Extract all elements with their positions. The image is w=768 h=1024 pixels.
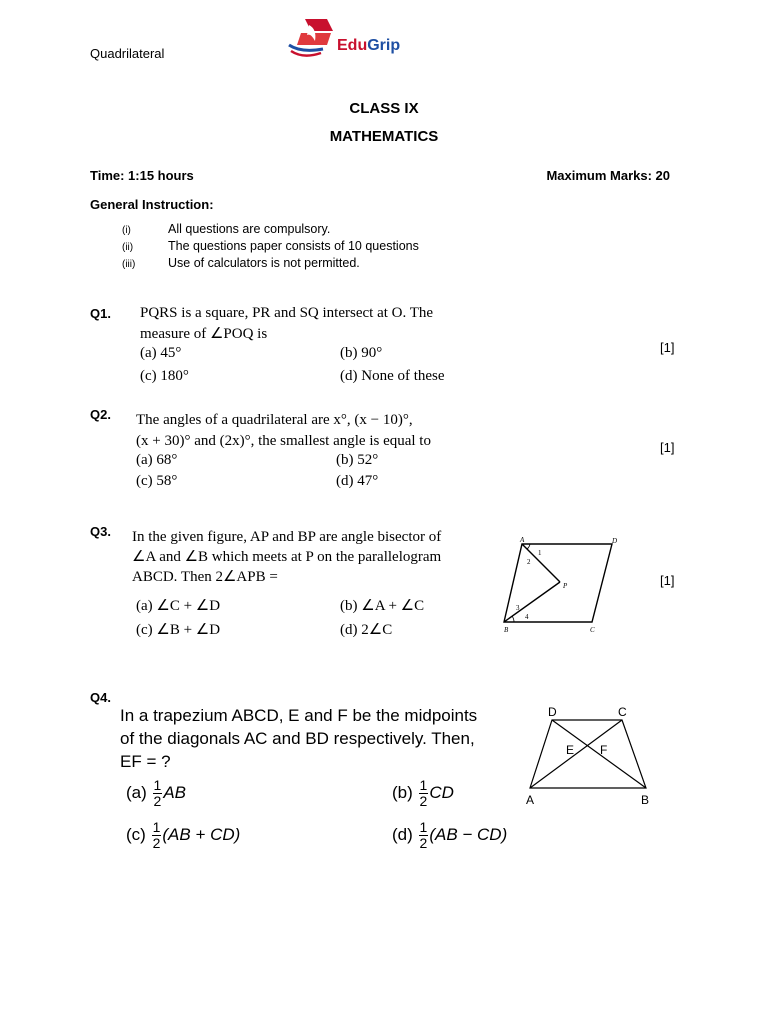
- instruction-num: (i): [122, 225, 131, 236]
- option-d: [392, 820, 507, 851]
- logo-text-grip: Grip: [367, 37, 401, 54]
- option-a: (a) 68°: [136, 452, 178, 468]
- option-expr: AB: [163, 782, 186, 802]
- question-number: Q1.: [90, 306, 111, 321]
- option-a: (a) 45°: [140, 345, 182, 361]
- vertex-label: P: [563, 582, 568, 590]
- question-marks: [1]: [660, 340, 675, 355]
- parallelogram-figure: [500, 536, 630, 636]
- fraction-denominator: 2: [419, 793, 428, 809]
- option-expr: CD: [429, 782, 454, 802]
- option-label: (c): [126, 824, 146, 844]
- option-b: (b) ∠A + ∠C: [340, 598, 425, 614]
- question-line: In the given figure, AP and BP are angle bisector of: [132, 529, 442, 545]
- question-line: of the diagonals AC and BD respectively. Then,: [120, 729, 475, 748]
- angle-label: 3: [516, 604, 520, 612]
- midpoint-label: F: [600, 743, 608, 757]
- vertex-label: A: [526, 793, 535, 807]
- vertex-label: D: [548, 705, 557, 719]
- option-b: (b) 90°: [340, 345, 383, 361]
- instruction-item: [122, 256, 360, 270]
- option-c: [126, 820, 240, 851]
- fraction-numerator: 1: [419, 777, 428, 793]
- question-line: measure of ∠POQ is: [140, 326, 268, 342]
- option-label: (d): [392, 824, 413, 844]
- option-expr: (AB + CD): [162, 824, 241, 844]
- instruction-num: (ii): [122, 242, 134, 253]
- class-title: CLASS IX: [349, 100, 419, 117]
- trapezium-figure: [520, 702, 660, 812]
- option-label: (a): [126, 782, 147, 802]
- option-d: (d) 47°: [336, 473, 379, 489]
- question-marks: [1]: [660, 573, 675, 588]
- question-number: Q4.: [90, 690, 111, 705]
- fraction-numerator: 1: [152, 819, 161, 835]
- instruction-item: [122, 222, 330, 236]
- angle-label: 1: [538, 549, 542, 557]
- option-b: (b) 52°: [336, 452, 379, 468]
- vertex-label: D: [612, 537, 618, 545]
- question-line: ∠A and ∠B which meets at P on the parallelogram: [132, 549, 442, 565]
- question-line: (x + 30)° and (2x)°, the smallest angle is equal to: [136, 433, 431, 449]
- instruction-text: All questions are compulsory.: [168, 222, 331, 236]
- instruction-item: [122, 239, 419, 253]
- question-line: PQRS is a square, PR and SQ intersect at O. The: [140, 305, 434, 321]
- question-number: Q3.: [90, 524, 111, 539]
- fraction-numerator: 1: [153, 777, 162, 793]
- vertex-label: B: [641, 793, 650, 807]
- time-allowed: Time: 1:15 hours: [90, 168, 194, 183]
- edugrip-logo: [287, 15, 437, 63]
- vertex-label: C: [618, 705, 627, 719]
- option-a: [126, 778, 186, 809]
- angle-label: 2: [527, 558, 531, 566]
- fraction-half: [419, 778, 429, 809]
- midpoint-label: E: [566, 743, 575, 757]
- topic-label: Quadrilateral: [90, 46, 165, 61]
- fraction-numerator: 1: [419, 819, 428, 835]
- fraction-half: [152, 820, 162, 851]
- fraction-half: [153, 778, 163, 809]
- logo-wordmark: [337, 37, 400, 55]
- logo-mark-icon: [287, 15, 337, 63]
- option-c: (c) ∠B + ∠D: [136, 622, 221, 638]
- question-number: Q2.: [90, 407, 111, 422]
- instruction-text: The questions paper consists of 10 questions: [168, 239, 419, 253]
- option-expr: (AB − CD): [429, 824, 508, 844]
- option-c: (c) 180°: [140, 368, 189, 384]
- vertex-label: B: [504, 626, 509, 634]
- option-a: (a) ∠C + ∠D: [136, 598, 221, 614]
- option-label: (b): [392, 782, 413, 802]
- question-line: ABCD. Then 2∠APB =: [132, 569, 278, 585]
- fraction-half: [419, 820, 429, 851]
- option-c: (c) 58°: [136, 473, 178, 489]
- fraction-denominator: 2: [419, 835, 428, 851]
- subject-title: MATHEMATICS: [329, 128, 439, 145]
- option-d: (d) None of these: [340, 368, 445, 384]
- instruction-num: (iii): [122, 259, 136, 270]
- fraction-denominator: 2: [153, 793, 162, 809]
- instructions-heading: General Instruction:: [90, 197, 214, 212]
- question-line: EF = ?: [120, 752, 171, 771]
- option-b: [392, 778, 454, 809]
- question-line: The angles of a quadrilateral are x°, (x − 10)°,: [136, 412, 413, 428]
- instruction-text: Use of calculators is not permitted.: [168, 256, 360, 270]
- question-marks: [1]: [660, 440, 675, 455]
- logo-text-edu: Edu: [337, 37, 368, 54]
- option-d: (d) 2∠C: [340, 622, 393, 638]
- angle-label: 4: [525, 613, 529, 621]
- question-line: In a trapezium ABCD, E and F be the midpoints: [120, 706, 478, 725]
- vertex-label: C: [590, 626, 595, 634]
- max-marks: Maximum Marks: 20: [546, 168, 670, 183]
- vertex-label: A: [520, 536, 525, 544]
- fraction-denominator: 2: [152, 835, 161, 851]
